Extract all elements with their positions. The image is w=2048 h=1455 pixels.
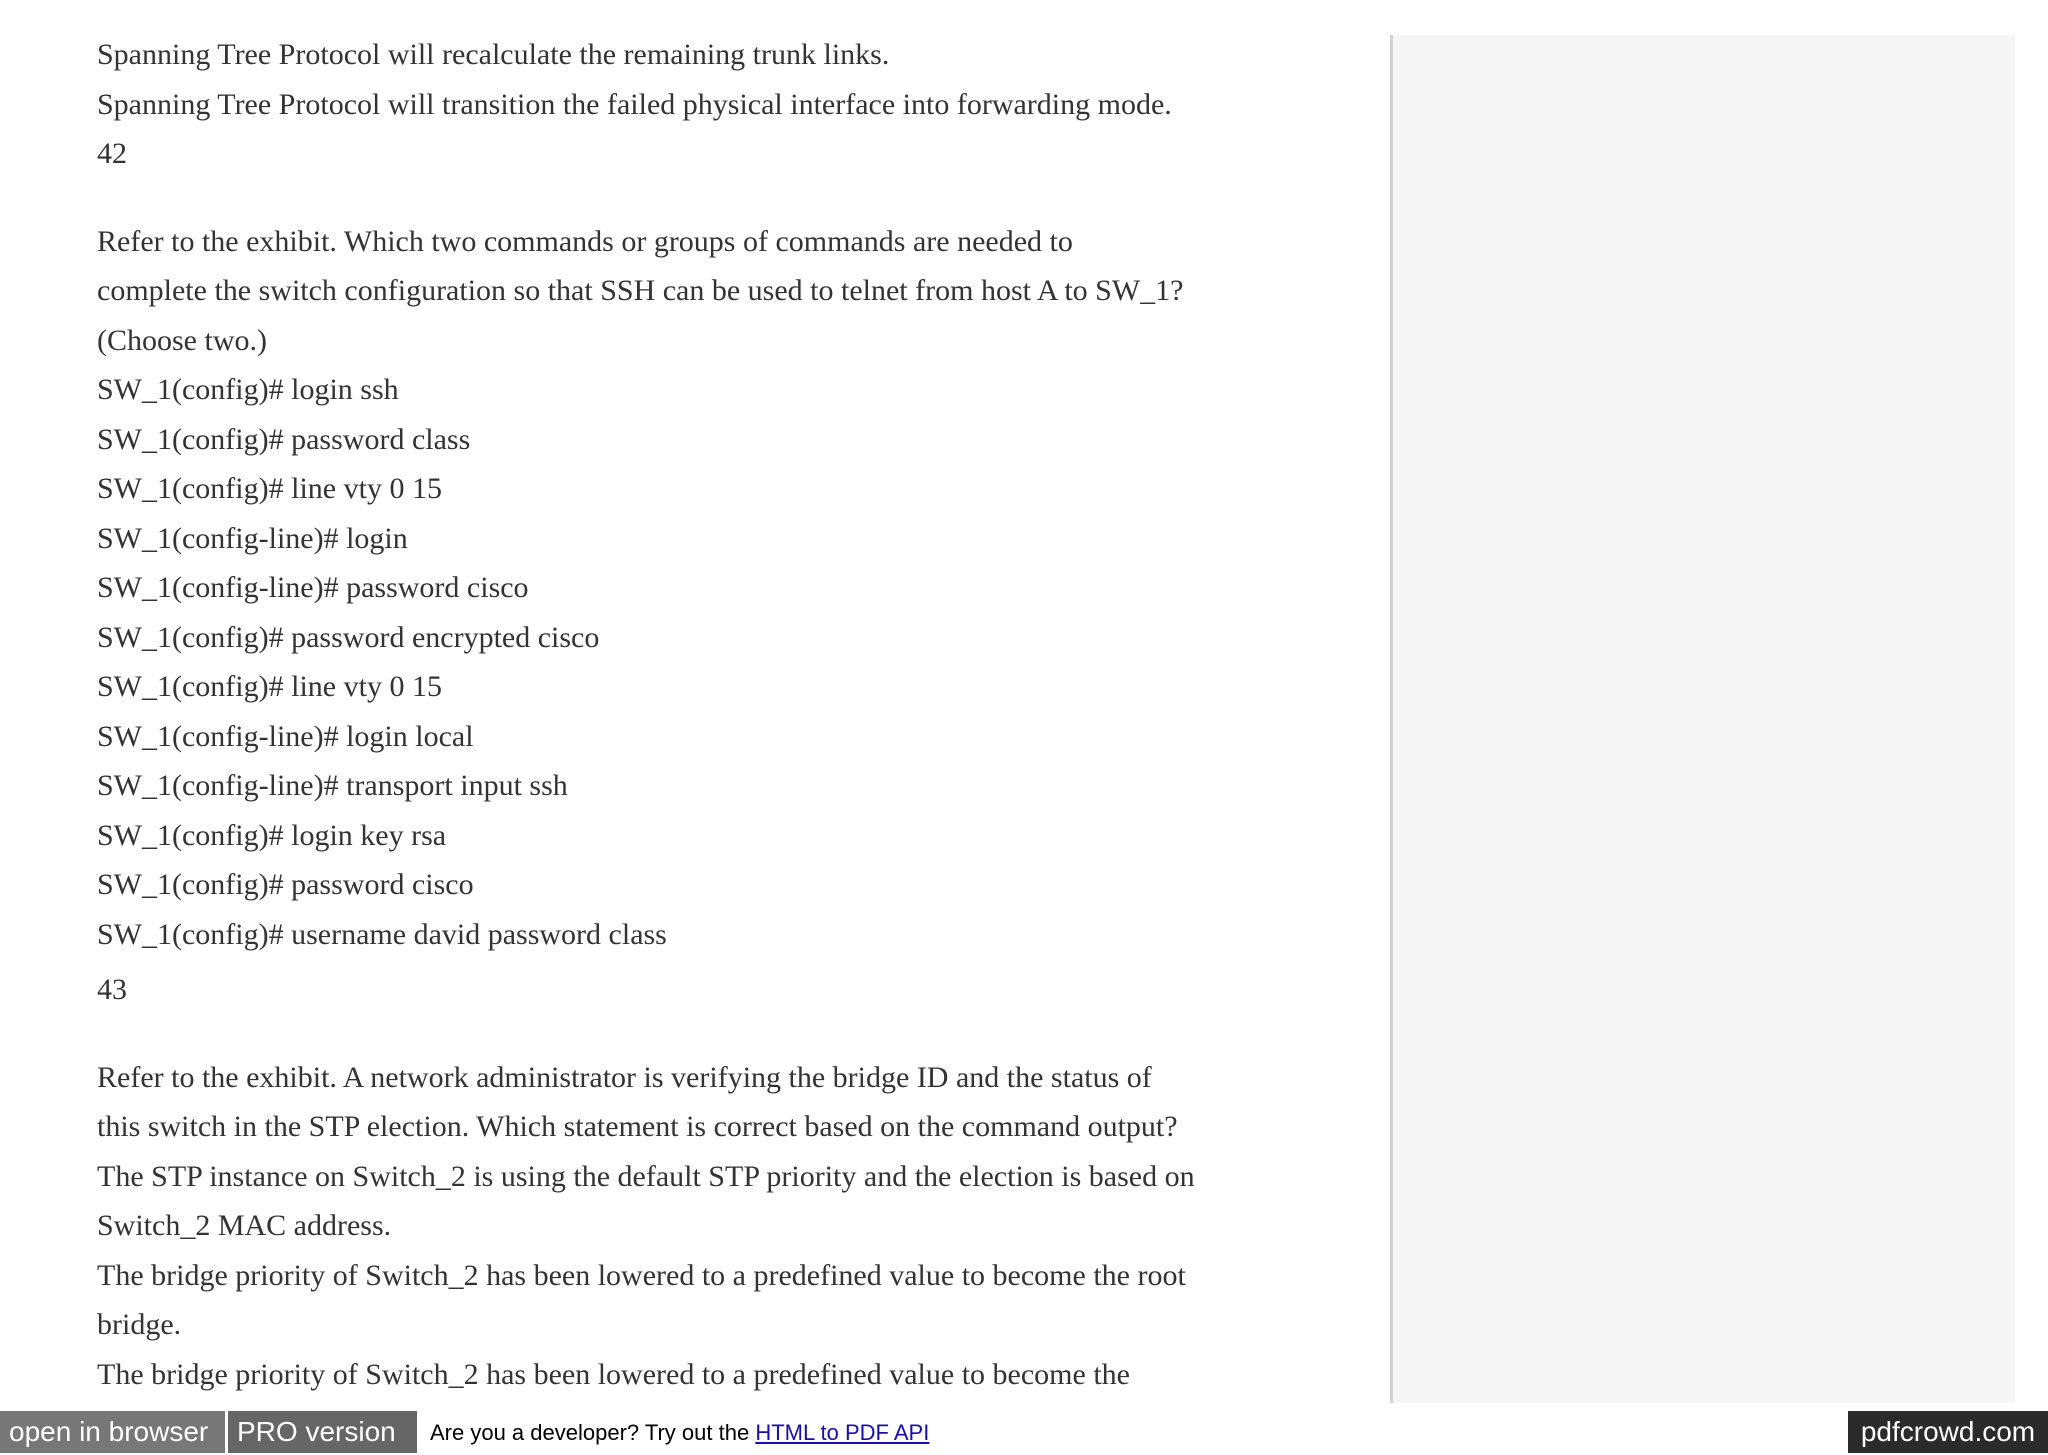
answer-option: SW_1(config-line)# login (97, 521, 408, 555)
developer-message-text: Are you a developer? Try out the (430, 1420, 750, 1445)
answer-option: SW_1(config)# line vty 0 15 (97, 670, 442, 703)
answer-option: SW_1(config)# login ssh (97, 373, 399, 406)
question-text: Refer to the exhibit. A network administrator is verifying the bridge ID and the status of (97, 1060, 1152, 1094)
answer-option: SW_1(config)# password encrypted cisco (97, 620, 600, 654)
answer-option: bridge. (97, 1308, 182, 1341)
answer-option: SW_1(config)# line vty 0 15 (97, 472, 442, 505)
pdfcrowd-brand-link[interactable]: pdfcrowd.com (1848, 1411, 2048, 1453)
developer-message (430, 1411, 929, 1453)
answer-option: SW_1(config-line)# transport input ssh (97, 769, 568, 802)
pro-version-button[interactable]: PRO version (228, 1411, 417, 1453)
answer-line: Spanning Tree Protocol will recalculate the remaining trunk links. (97, 38, 890, 71)
answer-option: SW_1(config)# password class (97, 422, 471, 456)
question-text: (Choose two.) (97, 323, 267, 357)
question-text: this switch in the STP election. Which statement is correct based on the command output? (97, 1110, 1178, 1143)
html-to-pdf-api-link[interactable]: HTML to PDF API (755, 1420, 930, 1445)
answer-line: Spanning Tree Protocol will transition the failed physical interface into forwarding mode. (97, 87, 1172, 121)
answer-option: Switch_2 MAC address. (97, 1209, 392, 1242)
answer-option: SW_1(config-line)# login local (97, 719, 474, 753)
sidebar-panel (1390, 35, 2015, 1403)
answer-option: The bridge priority of Switch_2 has been lowered to a predefined value to become the root (97, 1258, 1186, 1292)
answer-option: The bridge priority of Switch_2 has been lowered to a predefined value to become the (97, 1357, 1130, 1391)
answer-option: SW_1(config)# password cisco (97, 868, 474, 901)
answer-option: SW_1(config)# username david password class (97, 917, 667, 951)
question-text: complete the switch configuration so that SSH can be used to telnet from host A to SW_1? (97, 274, 1184, 307)
question-number: 43 (97, 973, 127, 1006)
question-number: 42 (97, 137, 127, 170)
answer-option: SW_1(config)# login key rsa (97, 818, 447, 852)
pdfcrowd-footer (0, 1411, 2048, 1453)
question-text: Refer to the exhibit. Which two commands or groups of commands are needed to (97, 224, 1073, 258)
answer-option: SW_1(config-line)# password cisco (97, 571, 529, 604)
document-content (97, 30, 1347, 1399)
open-in-browser-button[interactable]: open in browser (0, 1411, 225, 1453)
answer-option: The STP instance on Switch_2 is using the default STP priority and the election is based on (97, 1159, 1195, 1193)
